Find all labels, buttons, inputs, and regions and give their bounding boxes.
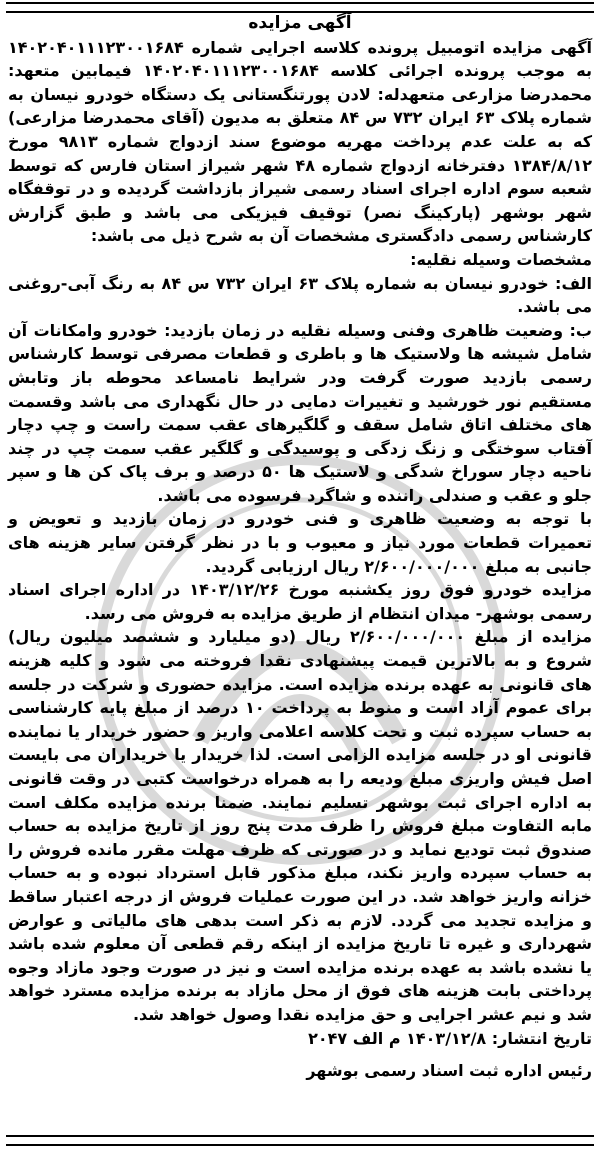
notice-title: آگهی مزایده [248, 13, 352, 33]
paragraph-specs-heading: مشخصات وسیله نقلیه: [410, 249, 592, 269]
paragraph-valuation: با توجه به وضعیت ظاهری و فنی خودرو در زمان بازدید و تعویض و تعمیرات قطعات مورد نیاز و معیوب و با در نظر گرفتن سایر هزینه های جانبی به مبلغ ۲/۶۰۰/۰۰۰/۰۰۰ ریال ارزیابی گردید. [8, 509, 592, 576]
paragraph-intro: آگهی مزایده اتومبیل پرونده کلاسه اجرایی شماره ۱۴۰۲۰۴۰۱۱۱۲۳۰۰۱۶۸۴ به موجب پرونده اجرائی کلاسه ۱۴۰۲۰۴۰۱۱۱۲۳۰۰۱۶۸۴ فیمابین متعهد: محمدرضا مزارعی متعهدله: لادن پورتنگستانی یک دستگاه خودرو نیسان به شماره پلاک ۶۳ ایران ۷۳۲ س ۸۴ متعلق به مدیون (آقای محمدرضا مزارعی) که به علت عدم پرداخت مهریه موضوع سند ازدواج شماره ۹۸۱۳ مورخ ۱۳۸۴/۸/۱۲ دفترخانه ازدواج شماره ۴۸ شهر شیراز استان فارس که توسط شعبه سوم اداره اجرای اسناد رسمی شیراز بازداشت گردیده و در توقفگاه شهر بوشهر (پارکینگ نصر) توقیف فیزیکی می باشد و طبق گزارش کارشناس رسمی دادگستری مشخصات آن به شرح ذیل می باشد: [8, 37, 593, 246]
paragraph-item-b: ب: وضعیت ظاهری وفنی وسیله نقلیه در زمان بازدید: خودرو وامکانات آن شامل شیشه ها ولاستیک ها و باطری و قطعات مصرفی توسط کارشناس رسمی بازدید صورت گرفت ودر شرایط نامساعد محوطه باز وتابش مستقیم نور خورشید و تغییرات دمایی در حال نگهداری می باشد وقسمت های مختلف اتاق شامل سقف و گلگیرهای عقب سمت راست و چپ دچار آفتاب سوختگی و زنگ زدگی و پوسیدگی و گلگیر عقب سمت چپ در چند ناحیه دچار سوراخ شدگی و لاستیک ها ۵۰ درصد و برف پاک کن ها و سپر جلو و عقب و صندلی راننده و شاگرد فرسوده می باشد. [8, 320, 592, 505]
notice-document [8, 12, 592, 1132]
paragraph-auction-date: مزایده خودرو فوق روز یکشنبه مورخ ۱۴۰۳/۱۲/۲۶ در اداره اجرای اسناد رسمی بوشهر- میدان انتظام از طریق مزایده به فروش می رسد. [8, 580, 592, 623]
paragraph-terms: مزایده از مبلغ ۲/۶۰۰/۰۰۰/۰۰۰ ریال (دو میلیارد و ششصد میلیون ریال) شروع و به بالاترین قیمت پیشنهادی نقدا فروخته می شود و کلیه هزینه های قانونی به عهده برنده مزایده است. مزایده حضوری و شرکت در جلسه برای عموم آزاد است و منوط به پرداخت ۱۰ درصد از مبلغ پایه کارشناسی به حساب سپرده ثبت و تحت کلاسه اعلامی واریز و حضور خریدار یا نماینده قانونی او در جلسه مزایده الزامی است. لذا خریدار یا خریداران می بایست اصل فیش واریزی مبلغ ودیعه را به همراه درخواست کتبی در وقت قانونی به اداره اجرای ثبت بوشهر تسلیم نمایند. ضمنا برنده مزایده مکلف است مابه التفاوت مبلغ فروش را ظرف مدت پنج روز از تاریخ مزایده به حساب صندوق ثبت تودیع نماید و در صورتی که ظرف مهلت مقرر مانده فروش را به حساب سپرده واریز نکند، مبلغ مذکور قابل استرداد نبوده و به حساب خزانه واریز خواهد شد. در این صورت عملیات فروش از درجه اعتبار ساقط و مزایده تجدید می گردد. لازم به ذکر است بدهی های مالیاتی و عوارض شهرداری و غیره تا تاریخ مزایده از اینکه رقم قطعی آن معلوم شده باشد یا نشده باشد به عهده برنده مزایده است و نیز در صورت وجود مازاد وجوه پرداختی بابت هزینه های فوق از محل مازاد به برنده مزایده مسترد خواهد شد و نیم عشر اجرایی و حق مزایده نقدا وصول خواهد شد. [8, 627, 593, 1024]
paragraph-item-a: الف: خودرو نیسان به شماره پلاک ۶۳ ایران ۷۳۲ س ۸۴ به رنگ آبی-روغنی می باشد. [8, 273, 593, 317]
bottom-double-rule [6, 1135, 594, 1146]
publish-date-line: تاریخ انتشار: ۱۴۰۳/۱۲/۸ م الف ۲۰۴۷ [308, 1028, 592, 1048]
signature: رئیس اداره ثبت اسناد رسمی بوشهر [306, 1061, 592, 1081]
